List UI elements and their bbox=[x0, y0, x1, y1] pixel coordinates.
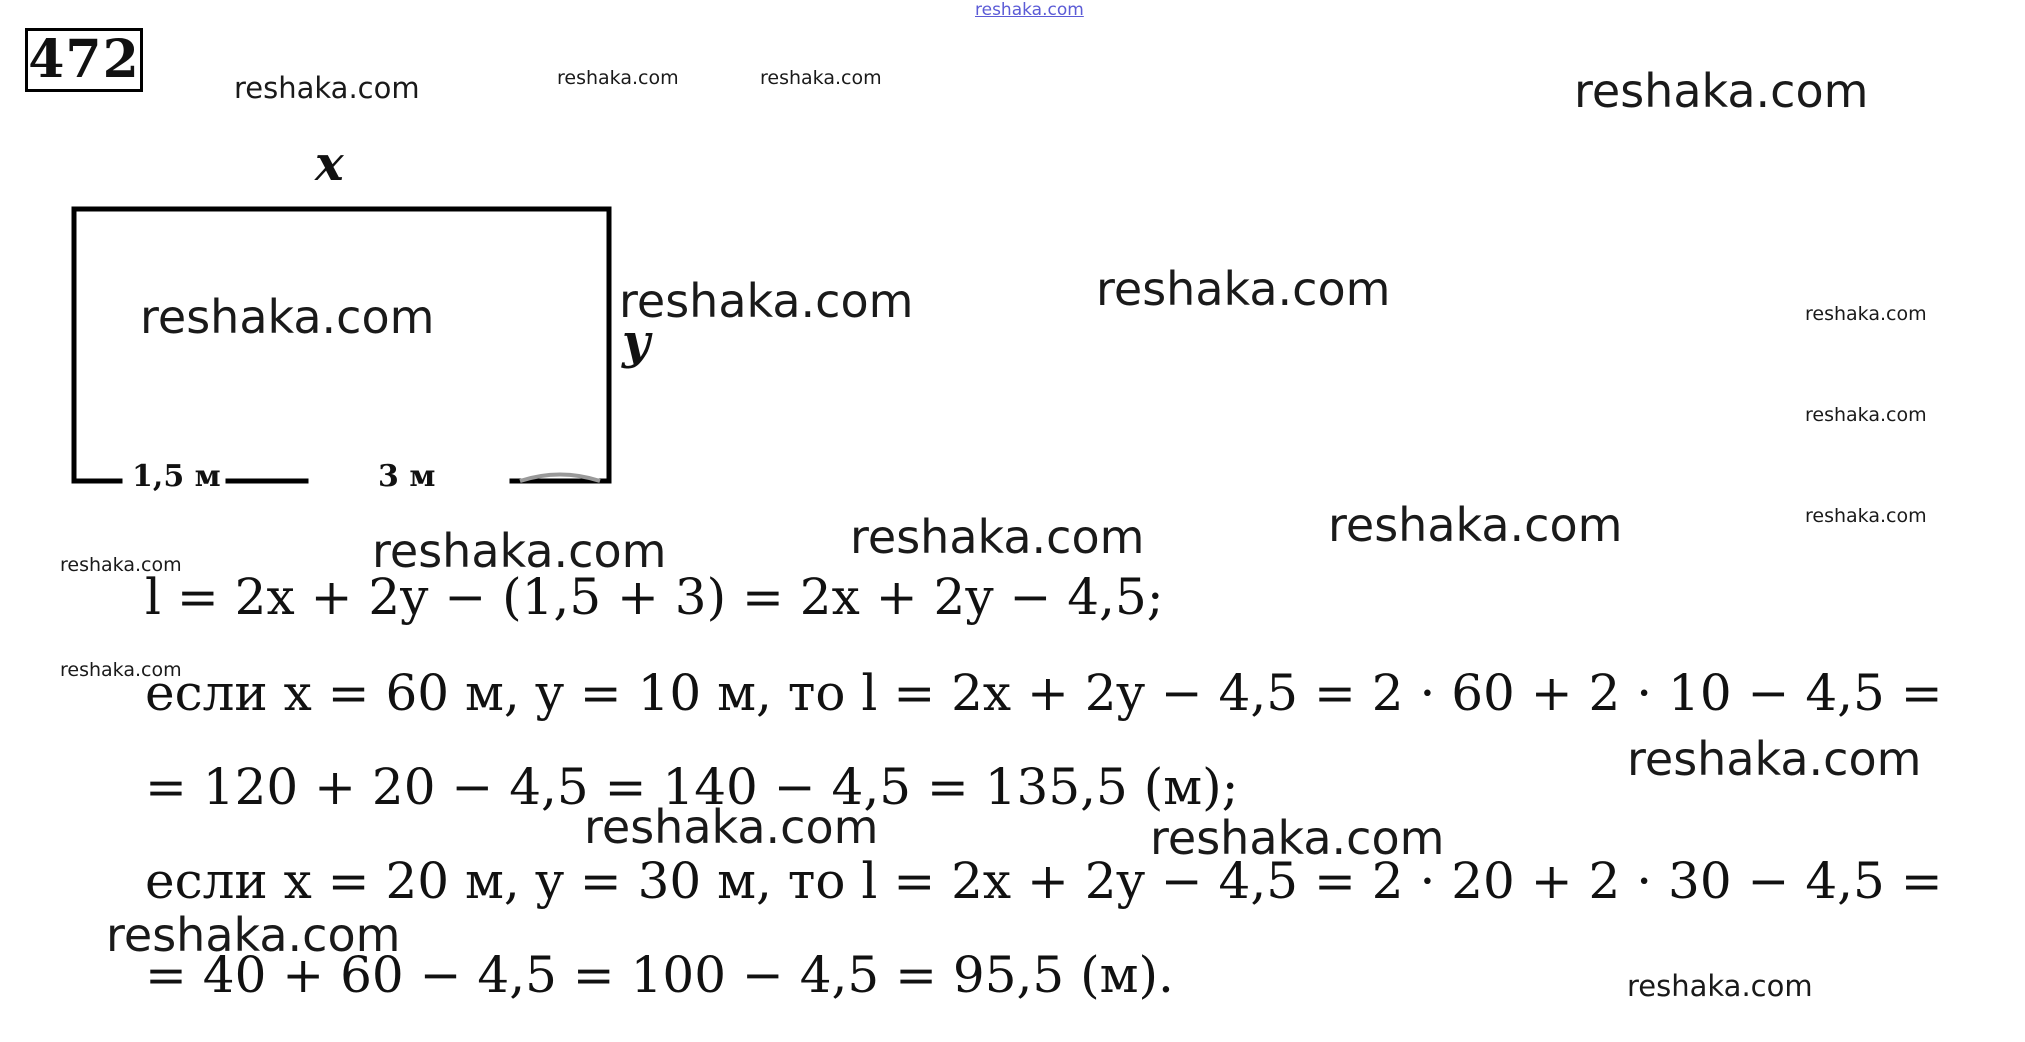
watermark: reshaka.com bbox=[140, 290, 435, 344]
watermark: reshaka.com bbox=[1096, 262, 1391, 316]
figure-dim-right: 3 м bbox=[378, 459, 436, 494]
solution-line-3: = 120 + 20 − 4,5 = 140 − 4,5 = 135,5 (м); bbox=[145, 758, 1239, 816]
watermark: reshaka.com bbox=[1627, 969, 1813, 1003]
watermark: reshaka.com bbox=[60, 554, 182, 576]
watermark: reshaka.com bbox=[1805, 303, 1927, 325]
problem-number: 472 bbox=[25, 28, 143, 92]
solution-line-5: = 40 + 60 − 4,5 = 100 − 4,5 = 95,5 (м). bbox=[145, 946, 1174, 1004]
watermark: reshaka.com bbox=[372, 524, 667, 578]
watermark: reshaka.com bbox=[234, 71, 420, 105]
figure-dim-left: 1,5 м bbox=[132, 459, 221, 494]
watermark: reshaka.com bbox=[584, 800, 879, 854]
watermark: reshaka.com bbox=[1805, 404, 1927, 426]
watermark: reshaka.com bbox=[106, 908, 401, 962]
watermark: reshaka.com bbox=[1328, 498, 1623, 552]
watermark: reshaka.com bbox=[60, 659, 182, 681]
figure-label-y: y bbox=[622, 314, 650, 370]
solution-line-1: l = 2x + 2y − (1,5 + 3) = 2x + 2y − 4,5; bbox=[145, 568, 1164, 626]
watermark: reshaka.com bbox=[1150, 811, 1445, 865]
watermark: reshaka.com bbox=[850, 510, 1145, 564]
watermark: reshaka.com bbox=[760, 67, 882, 89]
watermark: reshaka.com bbox=[975, 0, 1084, 20]
watermark: reshaka.com bbox=[557, 67, 679, 89]
watermark: reshaka.com bbox=[1805, 505, 1927, 527]
watermark: reshaka.com bbox=[1627, 732, 1922, 786]
figure-label-x: x bbox=[315, 136, 344, 192]
watermark: reshaka.com bbox=[619, 274, 914, 328]
solution-line-4: если x = 20 м, y = 30 м, то l = 2x + 2y − 4,5 = 2 · 20 + 2 · 30 − 4,5 = bbox=[145, 852, 1943, 910]
solution-line-2: если x = 60 м, y = 10 м, то l = 2x + 2y − 4,5 = 2 · 60 + 2 · 10 − 4,5 = bbox=[145, 664, 1943, 722]
watermark: reshaka.com bbox=[1574, 64, 1869, 118]
